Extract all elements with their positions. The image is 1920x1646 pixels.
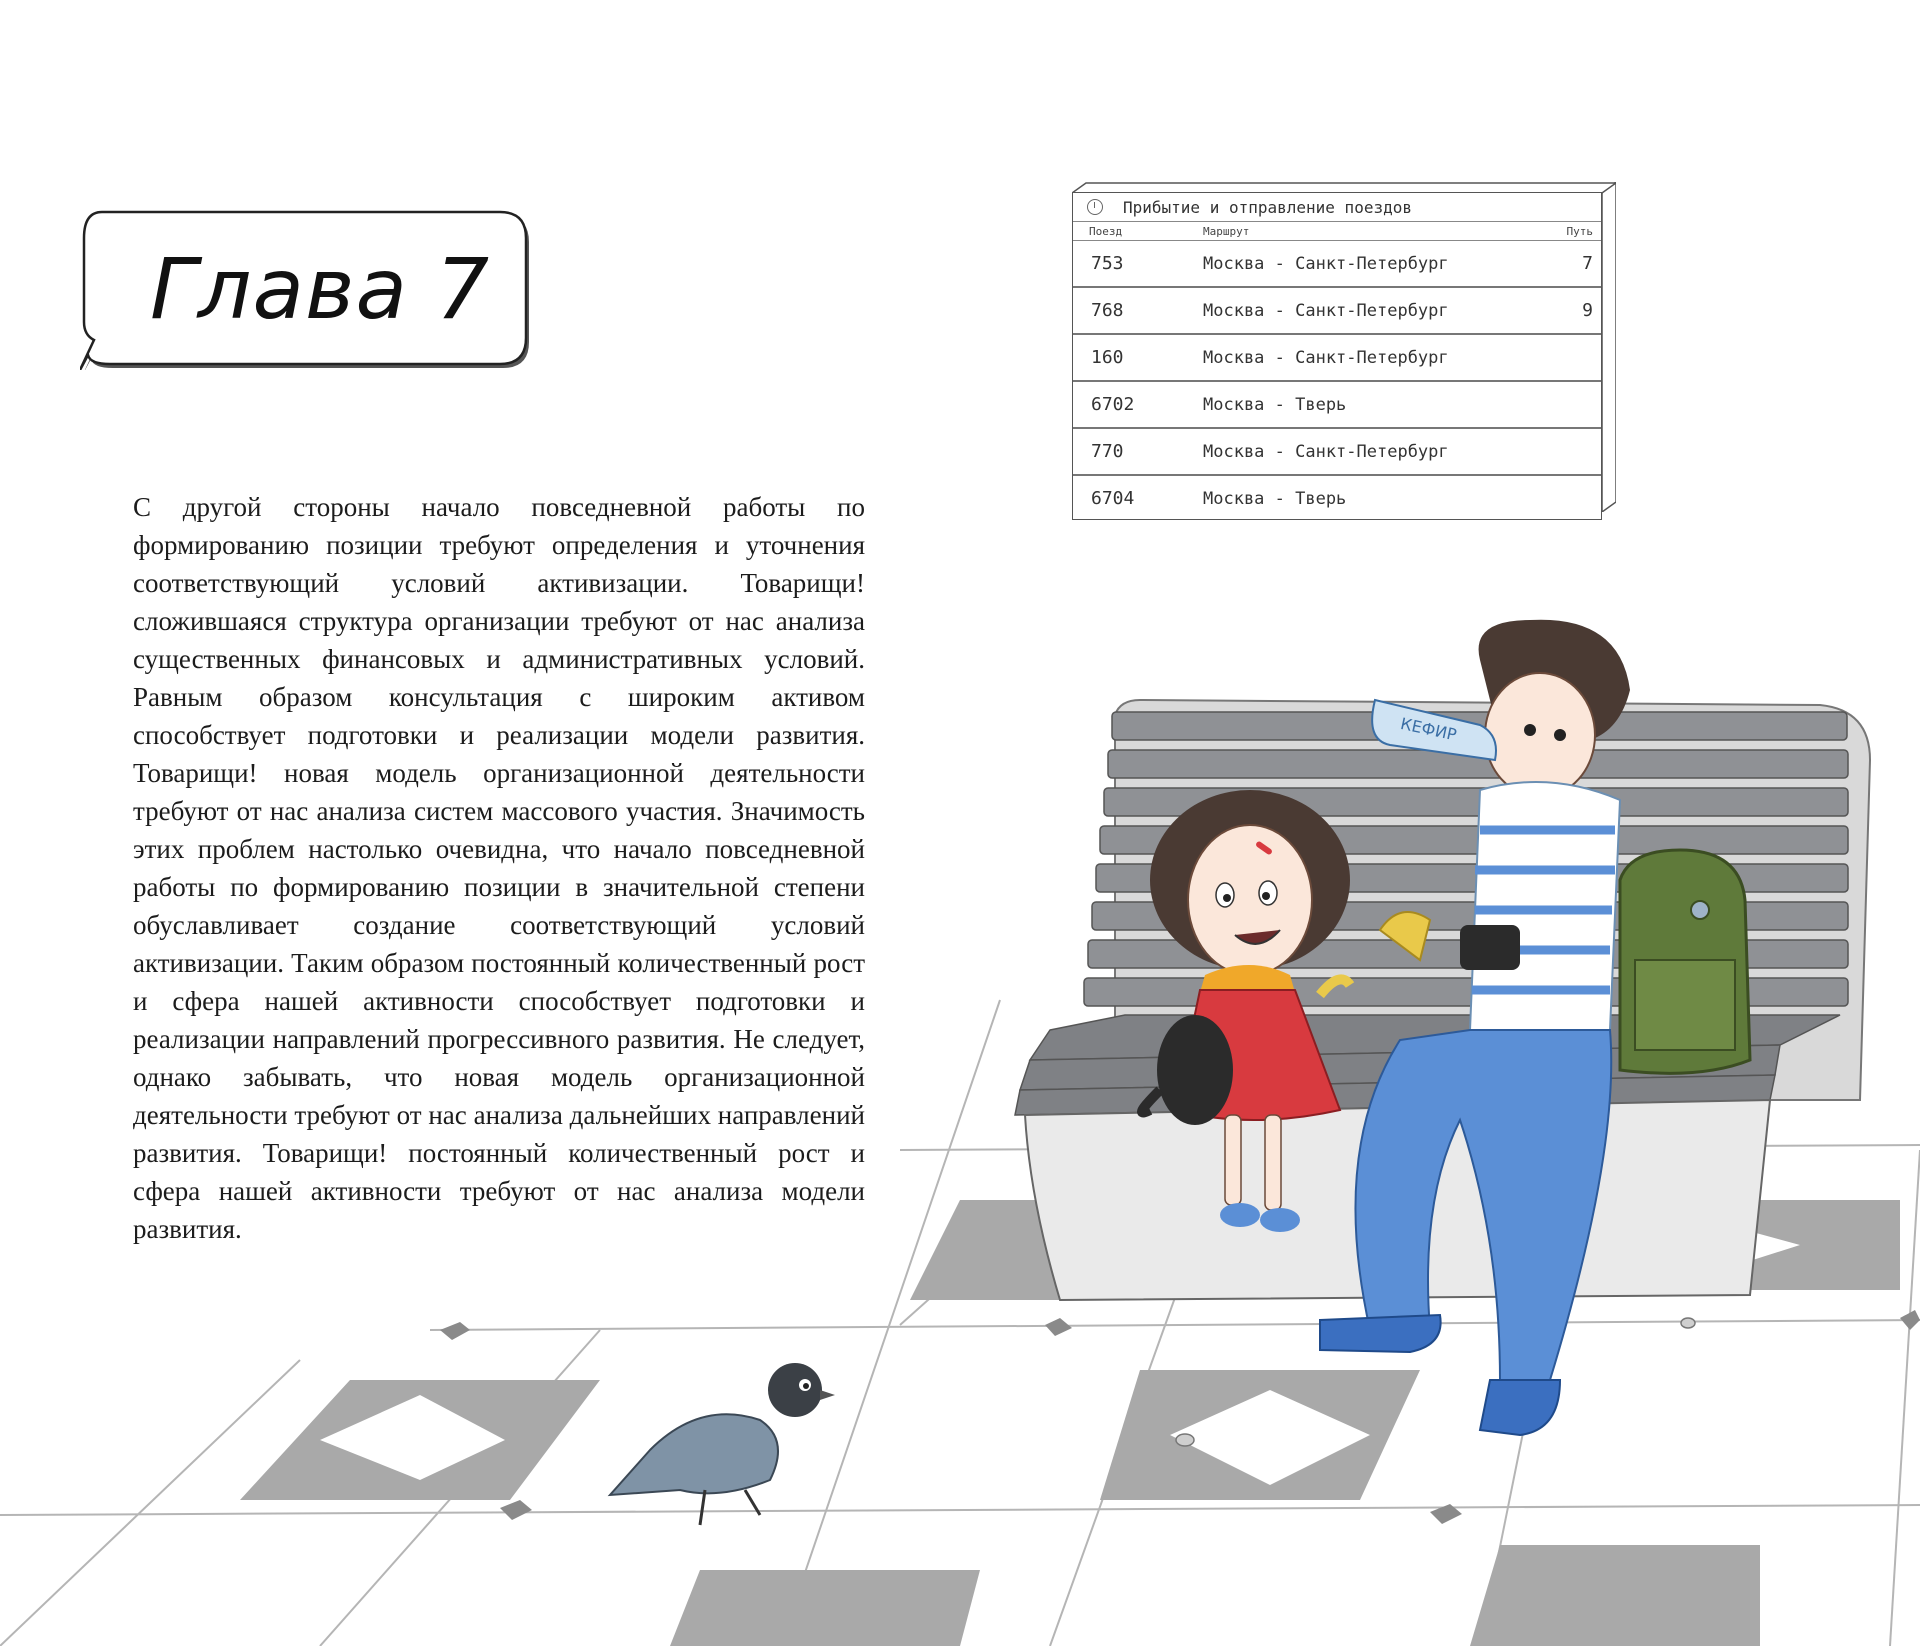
train-route: Москва - Санкт-Петербург <box>1203 253 1449 274</box>
train-route: Москва - Санкт-Петербург <box>1203 300 1449 321</box>
pigeon <box>610 1363 835 1525</box>
bottle-label: КЕФИР <box>1398 713 1459 745</box>
train-track: 9 <box>1582 300 1593 321</box>
train-number: 753 <box>1091 253 1124 274</box>
backpack <box>1620 850 1750 1073</box>
train-number: 160 <box>1091 347 1124 368</box>
body-paragraph: С другой стороны начало повседневной работы по формированию позиции требуют определения и уточнения соответствующий условий активизации. Товарищи! сложившаяся структура организации требуют от нас анализа существенных финансовых и административных условий. Равным образом консультация с широким активом способствует подготовки и реализации модели развития. Товарищи! новая модель организационной деятельности требуют от нас анализа систем массового участия. Значимость этих проблем настолько очевидна, что начало повседневной работы по формированию позиции в значительной степени обуславливает создание соответствующий условий активизации. Таким образом постоянный количественный рост и сфера нашей активности способствует подготовки и реализации направлений прогрессивного развития. Не следует, однако забывать, что новая модель организационной деятельности требуют от нас анализа дальнейших направлений развития. Товарищи! постоянный количественный рост и сфера нашей активности требуют от нас анализа модели развития. <box>133 492 865 1244</box>
train-number: 768 <box>1091 300 1124 321</box>
train-number: 770 <box>1091 441 1124 462</box>
column-track: Путь <box>1566 224 1593 238</box>
chapter-title: Глава 7 <box>150 240 491 338</box>
train-route: Москва - Тверь <box>1203 488 1347 509</box>
train-track: 7 <box>1582 253 1593 274</box>
train-number: 6702 <box>1091 394 1135 415</box>
train-number: 6704 <box>1091 488 1135 509</box>
train-route: Москва - Санкт-Петербург <box>1203 441 1449 462</box>
train-route: Москва - Санкт-Петербург <box>1203 347 1449 368</box>
column-route: Маршрут <box>1203 224 1250 238</box>
train-route: Москва - Тверь <box>1203 394 1347 415</box>
board-title: Прибытие и отправление поездов <box>1123 197 1412 217</box>
column-train: Поезд <box>1089 224 1123 238</box>
